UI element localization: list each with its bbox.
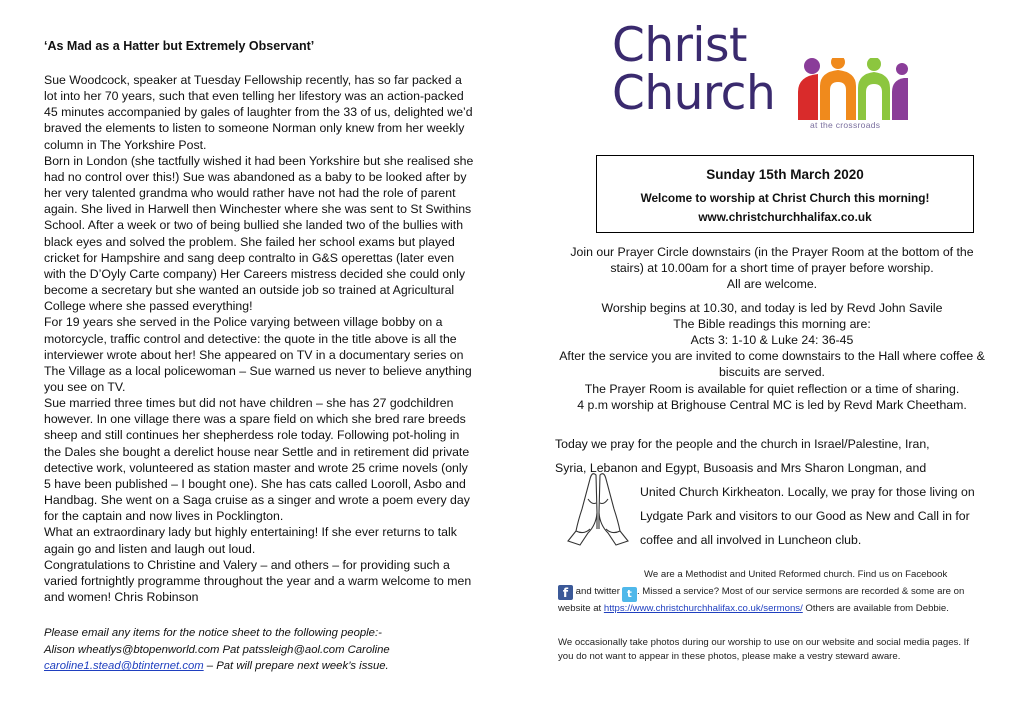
photo-notice: We occasionally take photos during our worship to use on our website and social media pages. If you do not want to appear in these photos, please make a vestry steward aware. (558, 637, 969, 662)
after-service-text: After the service you are invited to come downstairs to the Hall where coffee & biscuits are served. (559, 349, 985, 380)
others-available-text: Others are available from Debbie. (802, 603, 949, 614)
article-paragraph: For 19 years she served in the Police varying between village bobby on a motorcycle, traffic control and detective: the quote in the title above is all the interviewer wrote about her! She appeared on TV in a documentary series on The Village as a local policewoman – Sue warned us never to believe anything you see on TV. (44, 315, 472, 394)
logo-word-christ: Christ (612, 18, 747, 73)
and-twitter-text: and twitter (573, 586, 620, 597)
article-title: ‘As Mad as a Hatter but Extremely Observant’ (44, 39, 315, 53)
article-paragraph: Sue married three times but did not have children – she has 27 godchildren however. In one village there was a spare field on which she bred rare breeds sheep and still continues her shepherdess role today. Following pot-holing in the Dales she bought a derelict house near Settle and in retirement did private detective work, volunteered as station master and wrote 25 crime novels (only 5 have been published – I bought one). She has cats called Looroll, Asbo and Handbag. She went on a Saga cruise as a singer and wrote a poem every day for the captain and now lives in Pocklington. (44, 396, 470, 524)
article-paragraph: What an extraordinary lady but highly entertaining! If she ever returns to talk again go and listen and laugh out loud. (44, 525, 457, 556)
article-body (44, 72, 474, 605)
worship-leader-text: Worship begins at 10.30, and today is led by Revd John Savile (601, 300, 943, 315)
prayers-rest: United Church Kirkheaton. Locally, we pray for those living on Lydgate Park and visitors to our Good as New and Call in for coffee and all involved in Luncheon club. (640, 485, 975, 547)
all-welcome-text: All are welcome. (726, 277, 818, 292)
service-date: Sunday 15th March 2020 (706, 167, 864, 182)
article-paragraph: Sue Woodcock, speaker at Tuesday Fellowship recently, has so far packed a lot into her 70 years, such that even telling her lifestory was an action-packed 45 minutes accompanied by gales of laughter from the 33 of us, delighted we’d braved the elements to listen to someone Norman only knew from her weekly column in The Yorkshire Post. (44, 73, 473, 152)
missed-service-text: . Missed a service? Most of our service sermons are recorded & some are on website at (558, 586, 965, 614)
service-announcements (552, 244, 992, 413)
notice-contacts (44, 625, 474, 675)
article-paragraph: Congratulations to Christine and Valery – and others – for providing such a varied fortnightly programme throughout the year and a warm welcome to men and women! Chris Robinson (44, 557, 472, 604)
notice-instructions: Please email any items for the notice sheet to the following people:- (44, 627, 382, 640)
logo-tagline: at the crossroads (810, 120, 881, 130)
prayer-room-text: The Prayer Room is available for quiet reflection or a time of sharing. (584, 381, 960, 396)
welcome-message: Welcome to worship at Christ Church this morning! (640, 191, 930, 205)
church-description: We are a Methodist and United Reformed church. Find us on Facebook (644, 569, 948, 580)
church-logo (612, 18, 912, 136)
prayers-line: Syria, Lebanon and Egypt, Busoasis and Mrs Sharon Longman, and (555, 461, 927, 475)
article-column (44, 38, 474, 675)
twitter-icon[interactable]: t (622, 587, 637, 602)
caroline-email-link[interactable]: caroline1.stead@btinternet.com (44, 660, 204, 673)
sermons-link[interactable]: https://www.christchurchhalifax.co.uk/sermons/ (603, 603, 803, 614)
prayer-circle-text: Join our Prayer Circle downstairs (in the Prayer Room at the bottom of the stairs) at 10.00am for a short time of prayer before worship. (570, 245, 974, 276)
logo-people-icon (790, 58, 910, 120)
notice-emails: Alison wheatlys@btopenworld.com Pat patssleigh@aol.com Caroline (44, 643, 390, 656)
article-paragraph: Born in London (she tactfully wished it had been Yorkshire but she realised she had no control over this!) Sue was abandoned as a baby to be looked after by her very talented grandma who would rather have not had the role of parent again. She lived in Harwell then Winchester where she was sent to St Swithins School. After a week or two of being bullied she landed two of the bullies with black eyes and solved the problem. She failed her school exams but played cricket for Hampshire and sang deep contralto in G&S operettas (later even with the D’Oyly Carte company) Her Careers mistress decided she could only become a secretary but she wanted an outside job so trained at Agricultural College where she passed everything! (44, 153, 474, 314)
bible-readings: Acts 3: 1-10 & Luke 24: 36-45 (690, 333, 854, 348)
welcome-box (596, 155, 974, 233)
logo-word-church: Church (612, 66, 776, 121)
afternoon-worship-text: 4 p.m worship at Brighouse Central MC is led by Revd Mark Cheetham. (577, 397, 967, 412)
praying-hands-icon (566, 469, 630, 549)
website-url: www.christchurchhalifax.co.uk (698, 210, 872, 224)
prayers-line: Today we pray for the people and the church in Israel/Palestine, Iran, (555, 437, 930, 451)
notice-email-line (44, 658, 474, 675)
social-sermons-info (558, 585, 978, 616)
facebook-icon[interactable]: f (558, 585, 573, 600)
notice-next-issue: – Pat will prepare next week’s issue. (203, 660, 389, 673)
readings-intro: The Bible readings this morning are: (673, 316, 871, 331)
